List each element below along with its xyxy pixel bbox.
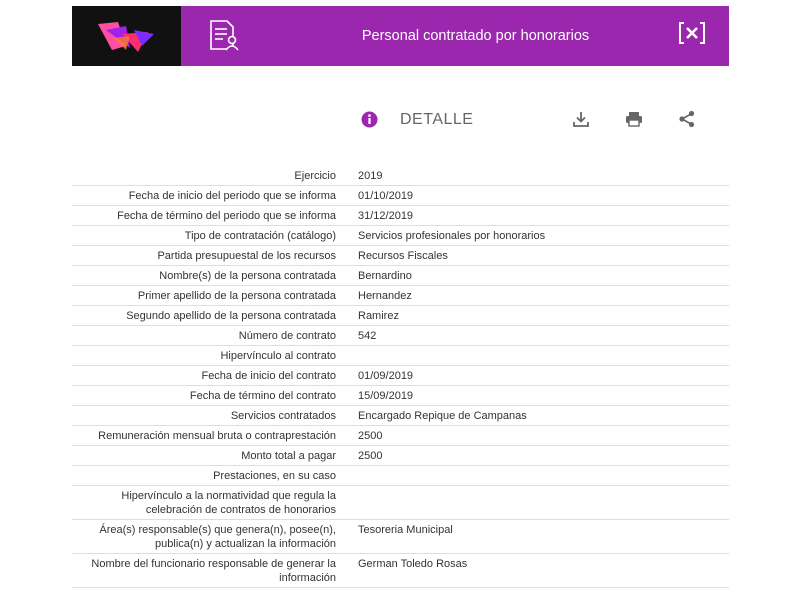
field-label: Remuneración mensual bruta o contraprestación xyxy=(98,430,336,442)
field-value: Hernandez xyxy=(358,290,412,302)
field-value xyxy=(358,489,729,517)
field-value: German Toledo Rosas xyxy=(358,558,468,570)
table-row xyxy=(72,366,729,386)
table-row xyxy=(72,466,729,486)
download-button[interactable] xyxy=(572,110,590,133)
share-icon[interactable] xyxy=(678,110,696,128)
field-value: Tesoreria Municipal xyxy=(358,524,453,536)
table-row xyxy=(72,554,729,588)
field-label: Servicios contratados xyxy=(230,410,336,422)
field-label: Ejercicio xyxy=(294,170,336,182)
print-icon[interactable] xyxy=(625,110,643,128)
field-value: 2500 xyxy=(358,430,383,442)
field-label: Nombre del funcionario responsable de generar la información xyxy=(91,558,336,584)
print-button[interactable] xyxy=(625,110,643,133)
field-label: Prestaciones, en su caso xyxy=(213,470,336,482)
table-row xyxy=(72,206,729,226)
table-row xyxy=(72,486,729,520)
info-icon xyxy=(361,111,378,133)
field-label: Partida presupuestal de los recursos xyxy=(157,250,336,262)
field-label: Tipo de contratación (catálogo) xyxy=(184,230,336,242)
close-icon[interactable] xyxy=(677,20,707,46)
table-row xyxy=(72,266,729,286)
field-label: Área(s) responsable(s) que genera(n), posee(n), publica(n) y actualizan la información xyxy=(99,524,336,550)
field-value: Servicios profesionales por honorarios xyxy=(358,230,546,242)
detail-heading: DETALLE xyxy=(400,111,474,128)
field-label: Fecha de término del periodo que se informa xyxy=(117,210,336,222)
field-value: Encargado Repique de Campanas xyxy=(358,410,527,422)
field-label: Nombre(s) de la persona contratada xyxy=(159,270,336,282)
field-value: 15/09/2019 xyxy=(358,390,414,402)
table-row xyxy=(72,246,729,266)
field-value: Recursos Fiscales xyxy=(358,250,448,262)
page-title: Personal contratado por honorarios xyxy=(361,28,590,44)
table-row xyxy=(72,426,729,446)
field-value: Bernardino xyxy=(358,270,412,282)
brand-logo xyxy=(72,6,181,66)
field-value: 542 xyxy=(358,330,377,342)
detail-toolbar xyxy=(0,108,800,132)
table-row xyxy=(72,166,729,186)
field-value xyxy=(358,349,729,363)
field-value xyxy=(358,469,729,483)
table-row xyxy=(72,286,729,306)
close-button[interactable] xyxy=(677,20,707,46)
table-row xyxy=(72,406,729,426)
field-value: 2500 xyxy=(358,450,383,462)
field-value: 01/09/2019 xyxy=(358,370,414,382)
header-bar xyxy=(72,6,729,66)
field-label: Número de contrato xyxy=(238,330,336,342)
table-row xyxy=(72,186,729,206)
field-label: Fecha de inicio del periodo que se informa xyxy=(128,190,336,202)
field-label: Fecha de término del contrato xyxy=(189,390,336,402)
table-row xyxy=(72,520,729,554)
field-label: Primer apellido de la persona contratada xyxy=(137,290,336,302)
field-value: Ramirez xyxy=(358,310,399,322)
field-label: Hipervínculo a la normatividad que regula la celebración de contratos de honorarios xyxy=(121,490,336,516)
field-label: Hipervínculo al contrato xyxy=(220,350,336,362)
field-label: Monto total a pagar xyxy=(241,450,336,462)
field-value: 2019 xyxy=(358,170,383,182)
detail-table xyxy=(72,166,729,588)
download-icon[interactable] xyxy=(572,110,590,128)
document-user-icon xyxy=(207,19,241,58)
table-row xyxy=(72,446,729,466)
field-value: 31/12/2019 xyxy=(358,210,414,222)
field-value: 01/10/2019 xyxy=(358,190,414,202)
table-row xyxy=(72,226,729,246)
table-row xyxy=(72,306,729,326)
field-label: Segundo apellido de la persona contratada xyxy=(126,310,336,322)
table-row xyxy=(72,386,729,406)
table-row xyxy=(72,326,729,346)
table-row xyxy=(72,346,729,366)
field-label: Fecha de inicio del contrato xyxy=(201,370,336,382)
share-button[interactable] xyxy=(678,110,696,133)
